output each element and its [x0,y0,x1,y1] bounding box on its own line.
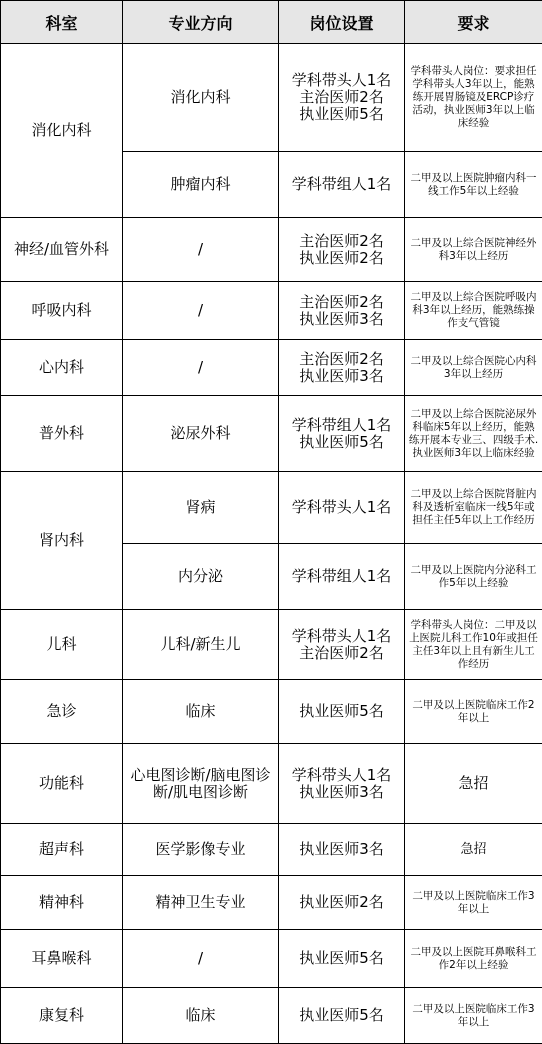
positions-text: 执业医师5名 [281,703,402,720]
positions-cell [279,680,405,744]
requirement-cell: 二甲及以上综合医院肾脏内科及透析室临床一线5年或担任主任5年以上工作经历 [405,472,542,544]
positions-cell [279,218,405,282]
requirement-cell: 二甲及以上综合医院神经外科3年以上经历 [405,218,542,282]
dept-cell: 普外科 [1,396,123,472]
requirement-cell: 二甲及以上医院肿瘤内科一线工作5年以上经验 [405,152,542,218]
requirement-cell: 二甲及以上医院临床工作3年以上 [405,876,542,930]
table-row [1,218,542,282]
positions-text: 学科带头人1名 主治医师2名 [281,628,402,662]
requirement-cell: 二甲及以上综合医院泌尿外科临床5年以上经历，能熟练开展本专业三、四级手术.执业医师3年以上临床经验 [405,396,542,472]
requirement-cell: 二甲及以上综合医院呼吸内科3年以上经历，能熟练操作支气管镜 [405,282,542,340]
dept-cell: 肾内科 [1,472,123,610]
requirement-cell: 急招 [405,824,542,876]
table-row [1,282,542,340]
positions-cell [279,610,405,680]
requirement-cell: 二甲及以上医院耳鼻喉科工作2年以上经验 [405,930,542,988]
dept-cell: 神经/血管外科 [1,218,123,282]
table-row [1,824,542,876]
direction-cell: 临床 [123,988,279,1044]
requirement-cell: 二甲及以上综合医院心内科3年以上经历 [405,340,542,396]
table-row [1,44,542,152]
header-dept: 科室 [1,1,123,44]
table-row [1,472,542,544]
dept-cell: 康复科 [1,988,123,1044]
positions-text: 学科带头人1名 主治医师2名 执业医师5名 [281,72,402,123]
header-positions: 岗位设置 [279,1,405,44]
positions-text: 学科带头人1名 执业医师3名 [281,767,402,801]
table-row [1,340,542,396]
direction-cell: / [123,282,279,340]
table-row [1,876,542,930]
positions-cell [279,544,405,610]
dept-cell: 消化内科 [1,44,123,218]
direction-cell: / [123,930,279,988]
dept-cell: 急诊 [1,680,123,744]
direction-cell: 儿科/新生儿 [123,610,279,680]
table-row [1,396,542,472]
direction-cell: 医学影像专业 [123,824,279,876]
table-row [1,930,542,988]
requirement-cell: 二甲及以上医院临床工作3年以上 [405,988,542,1044]
header-requirements: 要求 [405,1,542,44]
table-row [1,988,542,1044]
positions-text: 执业医师3名 [281,841,402,858]
dept-cell: 心内科 [1,340,123,396]
positions-text: 学科带头人1名 [281,499,402,516]
direction-cell: 肿瘤内科 [123,152,279,218]
direction-cell: 内分泌 [123,544,279,610]
positions-cell [279,744,405,824]
direction-cell: 泌尿外科 [123,396,279,472]
dept-cell: 耳鼻喉科 [1,930,123,988]
positions-cell [279,282,405,340]
requirement-cell: 二甲及以上医院内分泌科工作5年以上经验 [405,544,542,610]
requirement-cell: 二甲及以上医院临床工作2年以上 [405,680,542,744]
direction-cell: 肾病 [123,472,279,544]
positions-text: 主治医师2名 执业医师3名 [281,294,402,328]
dept-cell: 超声科 [1,824,123,876]
direction-cell: 心电图诊断/脑电图诊断/肌电图诊断 [123,744,279,824]
positions-cell [279,340,405,396]
positions-text: 执业医师5名 [281,1007,402,1024]
positions-cell [279,472,405,544]
dept-cell: 儿科 [1,610,123,680]
positions-text: 学科带组人1名 执业医师5名 [281,417,402,451]
table-row [1,610,542,680]
positions-cell [279,152,405,218]
positions-cell [279,930,405,988]
positions-text: 执业医师2名 [281,894,402,911]
positions-cell [279,396,405,472]
requirement-cell: 学科带头人岗位：二甲及以上医院儿科工作10年或担任主任3年以上且有新生儿工作经历 [405,610,542,680]
dept-cell: 呼吸内科 [1,282,123,340]
positions-cell [279,876,405,930]
positions-text: 学科带组人1名 [281,568,402,585]
positions-cell [279,824,405,876]
positions-cell [279,44,405,152]
direction-cell: 精神卫生专业 [123,876,279,930]
table-row [1,680,542,744]
requirement-cell: 急招 [405,744,542,824]
positions-text: 执业医师5名 [281,950,402,967]
dept-cell: 功能科 [1,744,123,824]
positions-text: 主治医师2名 执业医师2名 [281,233,402,267]
direction-cell: 临床 [123,680,279,744]
dept-cell: 精神科 [1,876,123,930]
table-row [1,744,542,824]
requirement-cell: 学科带头人岗位：要求担任学科带头人3年以上，能熟练开展胃肠镜及ERCP诊疗活动，执业医师3年以上临床经验 [405,44,542,152]
direction-cell: / [123,340,279,396]
direction-cell: / [123,218,279,282]
positions-cell [279,988,405,1044]
positions-text: 主治医师2名 执业医师3名 [281,351,402,385]
header-row [1,1,542,44]
direction-cell: 消化内科 [123,44,279,152]
header-direction: 专业方向 [123,1,279,44]
positions-text: 学科带组人1名 [281,176,402,193]
